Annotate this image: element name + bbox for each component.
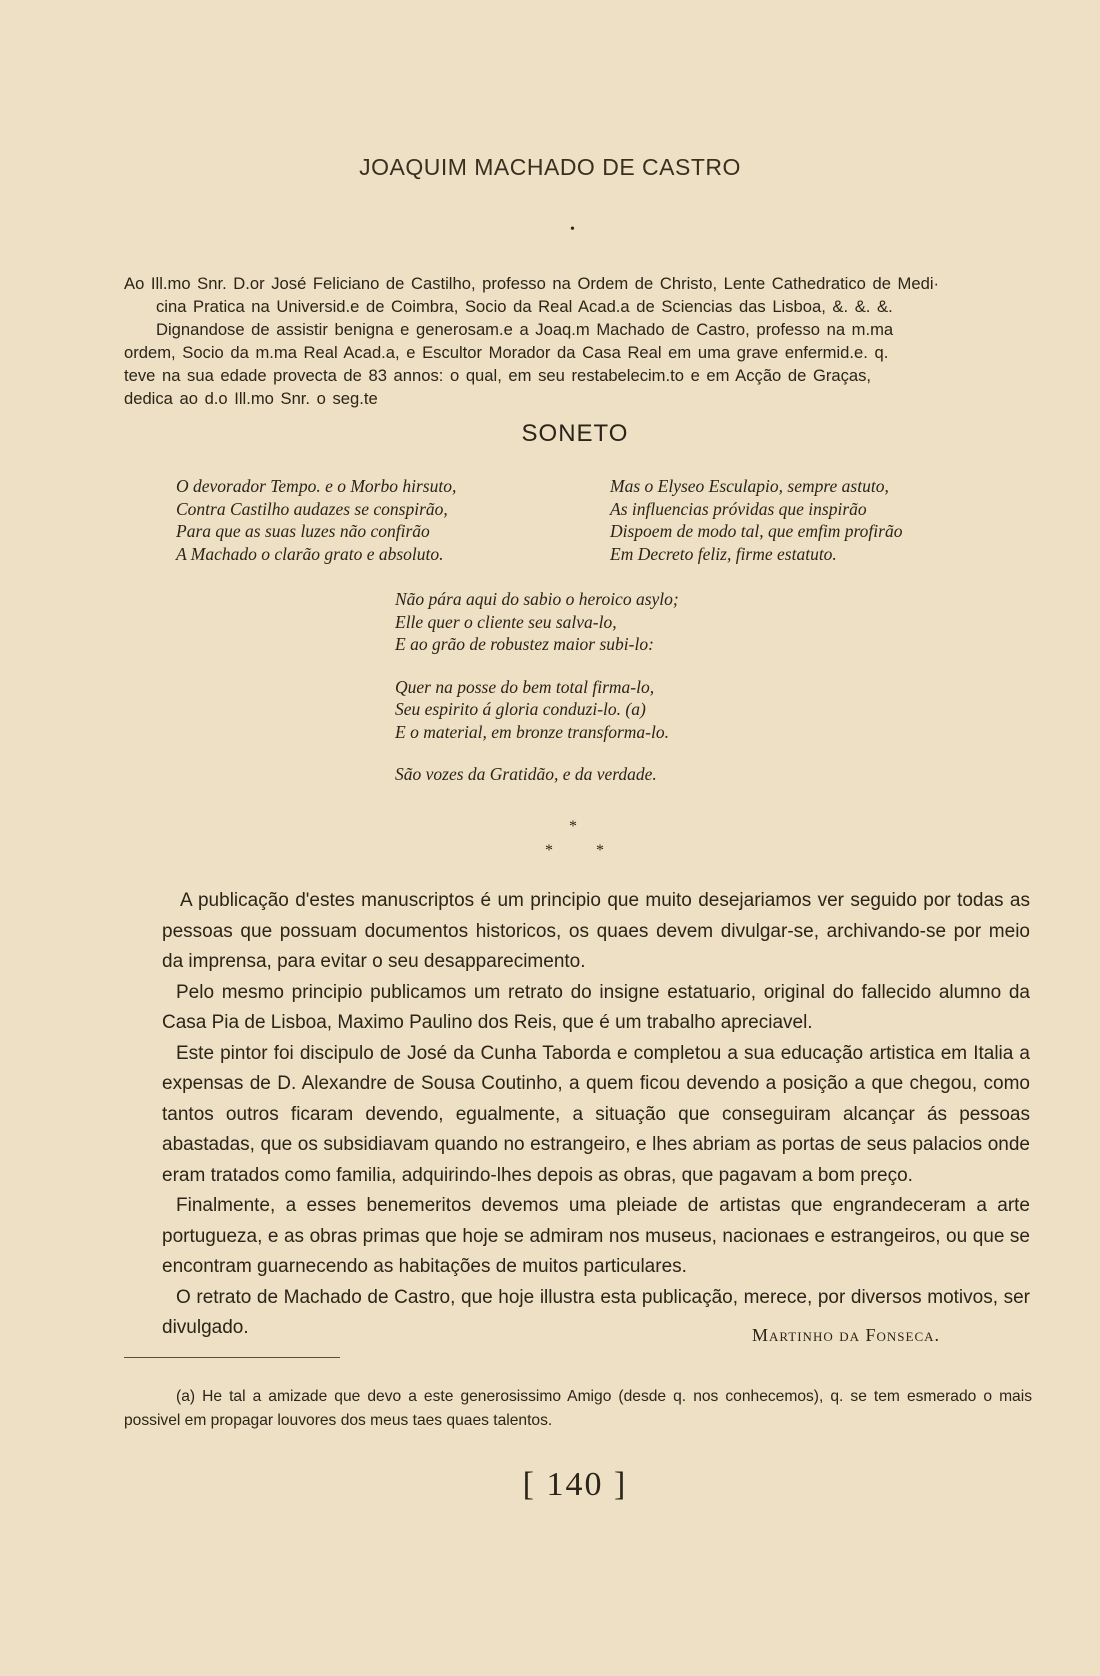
verse-line: Para que as suas luzes não confirão — [176, 521, 430, 541]
verse-line: Não pára aqui do sabio o heroico asylo; — [395, 589, 679, 609]
footnote-rule — [124, 1357, 340, 1358]
sonnet-quatrain-right — [610, 475, 902, 565]
asterism-star: * — [545, 842, 553, 859]
verse-line: São vozes da Gratidão, e da verdade. — [395, 764, 657, 784]
body-paragraph: Finalmente, a esses benemeritos devemos uma pleiade de artistas que engrandeceram a arte portugueza, e as obras primas que hoje se admiram nos museus, nacionaes e estrangeiros, ou que se encontram guarnecendo as habitações de muitos particulares. — [162, 1195, 1030, 1277]
author-signature: Martinho da Fonseca. — [752, 1325, 941, 1345]
verse-line: Dispoem de modo tal, que emfim profirão — [610, 521, 903, 541]
body-paragraph: Pelo mesmo principio publicamos um retrato do insigne estatuario, original do fallecido alumno da Casa Pia de Lisboa, Maximo Paulino dos Reis, que é um trabalho apreciavel. — [162, 981, 1030, 1033]
verse-line: Mas o Elyseo Esculapio, sempre astuto, — [610, 476, 889, 496]
verse-line: Em Decreto feliz, firme estatuto. — [610, 543, 837, 564]
body-paragraph: O retrato de Machado de Castro, que hoje illustra esta publicação, merece, por diversos motivos, ser divulgado. — [162, 1286, 1030, 1338]
dedication-line: cina Pratica na Universid.e de Coimbra, Socio da Real Acad.a de Sciencias das Lisboa, &. &. &. — [156, 297, 893, 316]
asterism-star: * — [569, 818, 577, 835]
running-title: JOAQUIM MACHADO DE CASTRO — [359, 154, 741, 180]
verse-line: Elle quer o cliente seu salva-lo, — [395, 611, 617, 632]
sonnet-quatrain-left — [176, 475, 456, 565]
dedication-paragraph — [124, 272, 1032, 410]
verse-line: E ao grão de robustez maior subi-lo: — [395, 634, 654, 654]
asterism-star: * — [596, 842, 604, 859]
verse-line: Seu espirito á gloria conduzi-lo. (a) — [395, 699, 646, 719]
page-number: [ 140 ] — [522, 1466, 628, 1503]
verse-line: As influencias próvidas que inspirão — [610, 498, 867, 519]
article-body — [162, 886, 1030, 1344]
dedication-line: dedica ao d.o Ill.mo Snr. o seg.te — [124, 389, 378, 408]
verse-line: A Machado o clarão grato e absoluto. — [176, 543, 444, 564]
footnote-text: (a) He tal a amizade que devo a este generosissimo Amigo (desde q. nos conhecemos), q. se tem esmerado o mais possivel em propagar louvores dos meus taes quaes talentos. — [124, 1388, 1032, 1429]
body-paragraph: A publicação d'estes manuscriptos é um principio que muito desejariamos ver seguido por todas as pessoas que possuam documentos historicos, os quaes devem divulgar-se, archivando-se por meio da imprensa, para evitar o seu desapparecimento. — [162, 890, 1030, 972]
ornament-bullet: • — [570, 222, 575, 237]
verse-line: Quer na posse do bem total firma-lo, — [395, 676, 655, 697]
body-paragraph: Este pintor foi discipulo de José da Cunha Taborda e completou a sua educação artistica em Italia a expensas de D. Alexandre de Sousa Coutinho, a quem ficou devendo a posição a que chegou, como tantos outros ficaram devendo, egualmente, a situação que conseguiram alcançar ás pessoas abastadas, que os subsidiavam quando no estrangeiro, e lhes abriam as portas de seus palacios onde eram tratados como familia, adquirindo-lhes depois as obras, que pagavam a bom preço. — [162, 1042, 1030, 1186]
sonnet-title: SONETO — [521, 420, 629, 447]
dedication-line: teve na sua edade provecta de 83 annos: o qual, em seu restabelecim.to e em Acção de Graças, — [124, 366, 872, 385]
sonnet-tercets — [395, 588, 679, 786]
verse-line: O devorador Tempo. e o Morbo hirsuto, — [176, 476, 457, 496]
verse-line: E o material, em bronze transforma-lo. — [395, 721, 669, 742]
dedication-line: Dignandose de assistir benigna e generosam.e a Joaq.m Machado de Castro, professo na m.ma — [156, 320, 894, 339]
dedication-line: Ao Ill.mo Snr. D.or José Feliciano de Castilho, professo na Ordem de Christo, Lente Cathedratico de Medi· — [124, 274, 940, 293]
verse-line: Contra Castilho audazes se conspirão, — [176, 498, 448, 519]
dedication-line: ordem, Socio da m.ma Real Acad.a, e Escultor Morador da Casa Real em uma grave enfermid.e. q. — [124, 343, 889, 362]
footnote — [124, 1385, 1032, 1433]
